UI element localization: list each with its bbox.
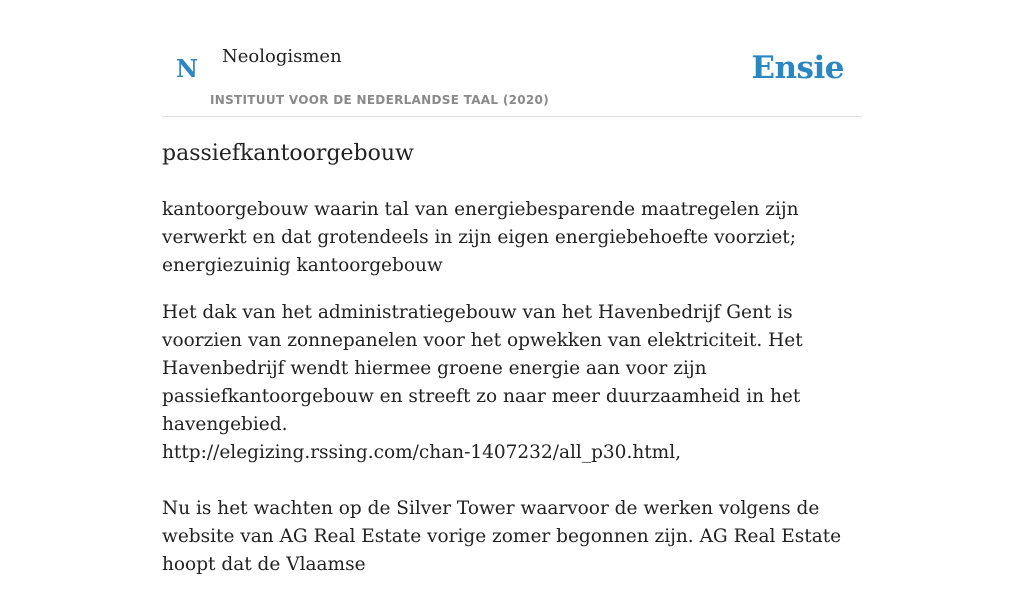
example-text: Het dak van het administratiegebouw van het Havenbedrijf Gent is voorzien van zonnepanelen voor het opwekken van elektriciteit. Het Havenbedrijf wendt hiermee groene energie aan voor zijn passiefkantoorgebouw en streeft zo naar meer duurzaamheid in het havengebied. <box>162 302 803 435</box>
source-title-link[interactable]: Neologismen <box>222 46 342 67</box>
source-header <box>162 36 862 117</box>
example-text: Nu is het wachten op de Silver Tower waarvoor de werken volgens de website van AG Real Estate vorige zomer begonnen zijn. AG Real Estate hoopt dat de Vlaamse <box>162 498 842 575</box>
ensie-brand-logo[interactable]: Ensie <box>751 50 844 86</box>
example-source-url[interactable]: http://elegizing.rssing.com/chan-1407232/all_p30.html, <box>162 442 682 463</box>
example-spacer <box>162 467 862 495</box>
entry-content <box>162 138 862 598</box>
entry-definition: kantoorgebouw waarin tal van energiebesparende maatregelen zijn verwerkt en dat grotendeels in zijn eigen energiebehoefte voorziet; energiezuinig kantoorgebouw <box>162 199 799 276</box>
entry-headword: passiefkantoorgebouw <box>162 141 414 166</box>
entry-example <box>162 299 862 579</box>
source-logo[interactable]: N <box>176 54 198 83</box>
source-subtitle: INSTITUUT VOOR DE NEDERLANDSE TAAL (2020) <box>210 93 549 107</box>
